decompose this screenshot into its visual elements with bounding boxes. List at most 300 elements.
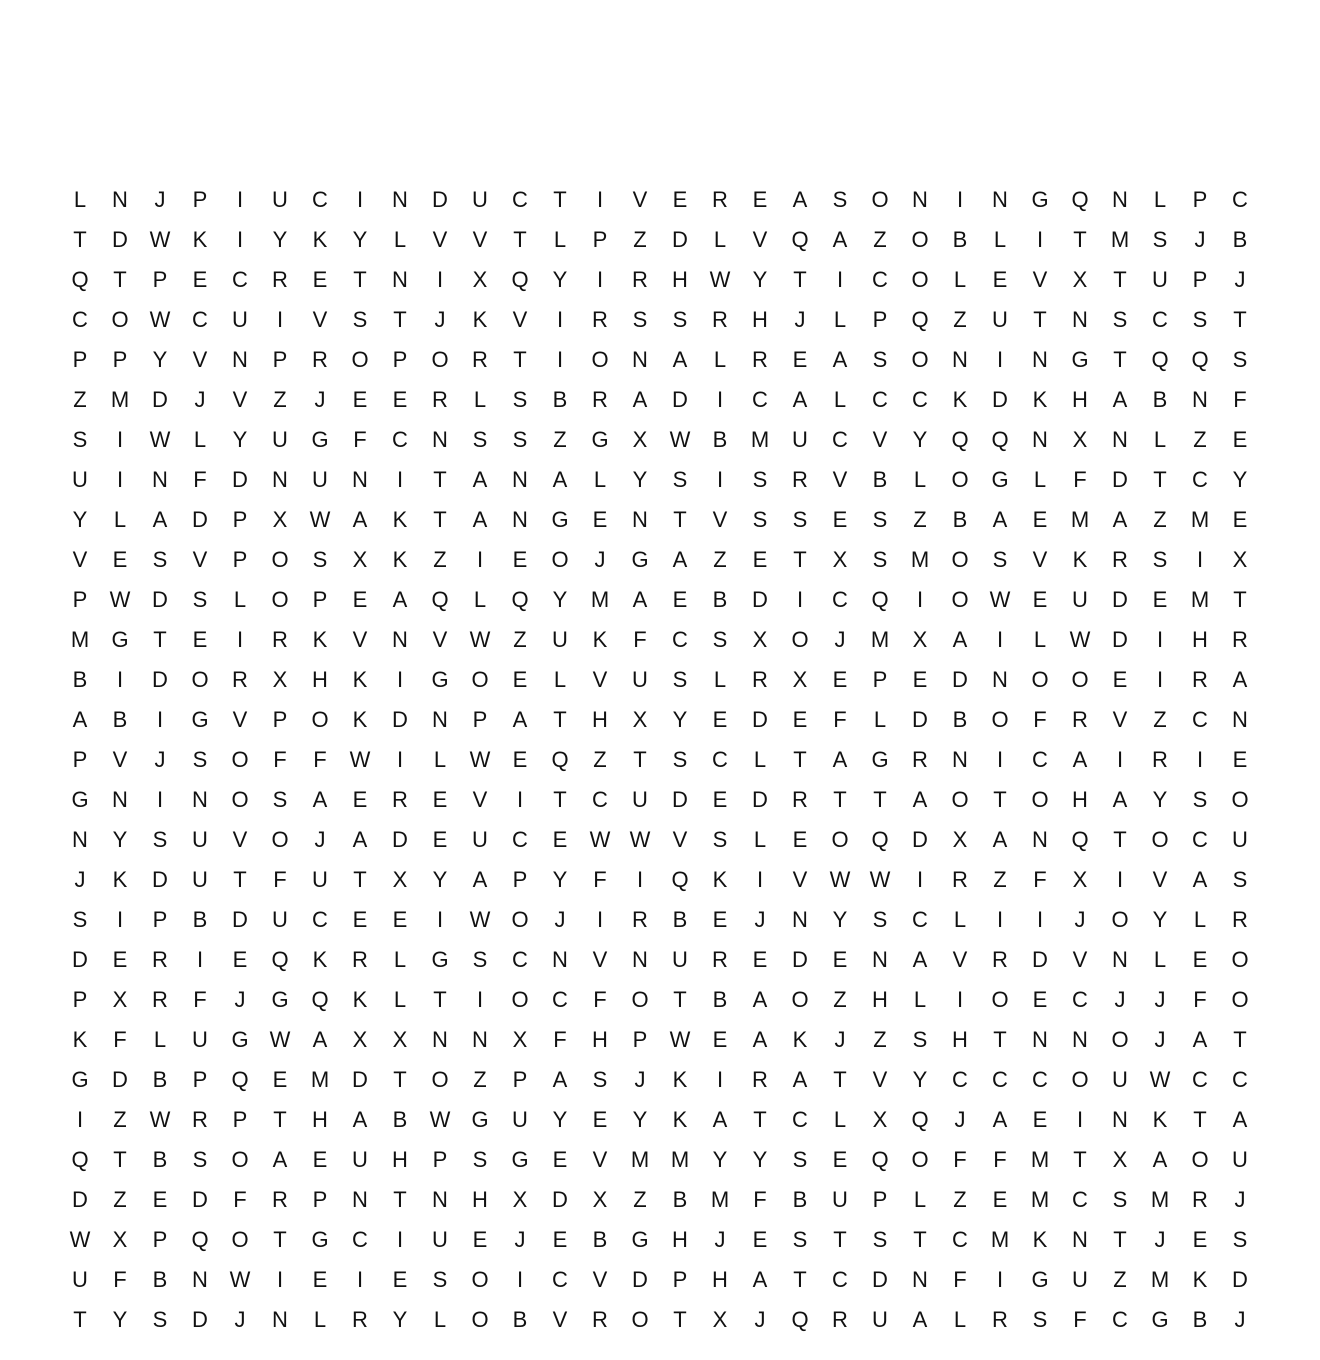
letter-cell: S <box>752 467 768 492</box>
letter-cell: P <box>112 347 128 372</box>
letter-cell: G <box>1031 187 1049 212</box>
grid-row <box>60 620 1260 660</box>
letter-cell: T <box>393 307 407 332</box>
letter-cell: A <box>672 547 688 572</box>
letter-cell: A <box>792 387 808 412</box>
letter-cell: U <box>672 947 688 972</box>
letter-cell: L <box>833 307 847 332</box>
letter-cell: V <box>592 947 608 972</box>
letter-cell: A <box>312 787 328 812</box>
grid-row <box>60 460 1260 500</box>
letter-cell: P <box>232 1107 248 1132</box>
letter-cell: I <box>516 787 524 812</box>
letter-cell: T <box>393 1067 407 1092</box>
letter-cell: S <box>512 387 528 412</box>
letter-cell: V <box>792 867 808 892</box>
letter-cell: V <box>232 387 248 412</box>
letter-cell: D <box>912 827 928 852</box>
letter-cell: L <box>393 987 407 1012</box>
letter-cell: E <box>352 907 368 932</box>
letter-cell: Q <box>71 267 89 292</box>
letter-cell: W <box>629 827 651 852</box>
letter-cell: U <box>312 467 328 492</box>
letter-cell: L <box>153 1027 167 1052</box>
letter-cell: L <box>433 747 447 772</box>
letter-cell: D <box>1232 1267 1248 1292</box>
letter-cell: O <box>471 667 489 692</box>
letter-cell: O <box>951 547 969 572</box>
letter-cell: H <box>1192 627 1208 652</box>
letter-cell: F <box>953 1147 967 1172</box>
letter-cell: J <box>234 1307 246 1332</box>
letter-cell: Y <box>552 267 568 292</box>
letter-cell: T <box>1233 587 1247 612</box>
grid-row <box>60 260 1260 300</box>
letter-cell: O <box>911 1147 929 1172</box>
letter-cell: R <box>1152 747 1168 772</box>
grid-row <box>60 1260 1260 1300</box>
letter-cell: P <box>72 987 88 1012</box>
letter-cell: W <box>429 1107 451 1132</box>
letter-cell: E <box>352 387 368 412</box>
letter-cell: S <box>592 1067 608 1092</box>
letter-cell: Y <box>632 467 648 492</box>
letter-cell: N <box>432 427 448 452</box>
letter-cell: L <box>913 467 927 492</box>
letter-cell: L <box>833 1107 847 1132</box>
letter-cell: X <box>1112 1147 1128 1172</box>
letter-cell: T <box>1113 347 1127 372</box>
letter-cell: G <box>511 1147 529 1172</box>
letter-cell: C <box>712 747 728 772</box>
letter-cell: C <box>1232 187 1248 212</box>
letter-cell: K <box>792 1027 808 1052</box>
letter-cell: P <box>272 707 288 732</box>
letter-cell: E <box>832 667 848 692</box>
letter-cell: N <box>632 347 648 372</box>
letter-cell: E <box>312 1267 328 1292</box>
letter-cell: C <box>72 307 88 332</box>
letter-cell: F <box>1193 987 1207 1012</box>
letter-cell: F <box>753 1187 767 1212</box>
letter-cell: Y <box>752 267 768 292</box>
letter-cell: Q <box>511 587 529 612</box>
letter-cell: I <box>796 587 804 612</box>
letter-cell: I <box>116 667 124 692</box>
letter-cell: G <box>431 667 449 692</box>
letter-cell: Z <box>1193 427 1207 452</box>
letter-cell: O <box>471 1307 489 1332</box>
letter-cell: N <box>192 787 208 812</box>
letter-cell: D <box>672 387 688 412</box>
letter-cell: F <box>313 747 327 772</box>
letter-cell: F <box>593 987 607 1012</box>
letter-cell: W <box>829 867 851 892</box>
letter-cell: N <box>1112 427 1128 452</box>
letter-cell: E <box>392 907 408 932</box>
letter-cell: C <box>672 627 688 652</box>
letter-cell: D <box>192 507 208 532</box>
letter-cell: P <box>312 1187 328 1212</box>
letter-cell: K <box>352 667 368 692</box>
letter-cell: Y <box>432 867 448 892</box>
grid-row <box>60 340 1260 380</box>
letter-cell: E <box>992 267 1008 292</box>
letter-cell: S <box>672 307 688 332</box>
letter-cell: I <box>596 267 604 292</box>
letter-cell: C <box>952 1067 968 1092</box>
letter-cell: A <box>832 227 848 252</box>
letter-cell: E <box>192 627 208 652</box>
letter-cell: A <box>1112 787 1128 812</box>
letter-cell: N <box>472 1027 488 1052</box>
letter-cell: R <box>432 387 448 412</box>
letter-cell: S <box>1032 1307 1048 1332</box>
letter-cell: H <box>312 667 328 692</box>
letter-cell: G <box>991 467 1009 492</box>
letter-cell: I <box>236 227 244 252</box>
grid-row <box>60 300 1260 340</box>
letter-cell: G <box>71 787 89 812</box>
letter-cell: J <box>594 547 606 572</box>
letter-cell: E <box>1032 987 1048 1012</box>
letter-cell: X <box>872 1107 888 1132</box>
letter-cell: D <box>752 787 768 812</box>
letter-cell: P <box>192 1067 208 1092</box>
letter-cell: C <box>1192 467 1208 492</box>
letter-cell: Z <box>73 387 87 412</box>
letter-cell: Z <box>553 427 567 452</box>
letter-cell: F <box>193 987 207 1012</box>
letter-cell: E <box>192 267 208 292</box>
letter-cell: C <box>1072 1187 1088 1212</box>
letter-cell: O <box>631 987 649 1012</box>
letter-cell: B <box>952 227 968 252</box>
letter-cell: O <box>231 747 249 772</box>
letter-cell: Q <box>911 1107 929 1132</box>
letter-cell: O <box>1031 787 1049 812</box>
letter-cell: F <box>553 1027 567 1052</box>
letter-cell: E <box>1232 747 1248 772</box>
letter-cell: I <box>1196 547 1204 572</box>
letter-cell: I <box>1116 747 1124 772</box>
letter-cell: U <box>552 627 568 652</box>
letter-cell: X <box>832 547 848 572</box>
letter-cell: X <box>912 627 928 652</box>
letter-cell: L <box>473 587 487 612</box>
letter-cell: J <box>154 187 166 212</box>
letter-cell: O <box>871 187 889 212</box>
letter-cell: O <box>191 667 209 692</box>
letter-cell: K <box>712 867 728 892</box>
letter-cell: K <box>72 1027 88 1052</box>
letter-cell: Q <box>1071 827 1089 852</box>
letter-cell: Z <box>433 547 447 572</box>
letter-cell: L <box>433 1307 447 1332</box>
letter-cell: K <box>312 227 328 252</box>
letter-cell: E <box>552 1227 568 1252</box>
letter-cell: B <box>152 1147 168 1172</box>
letter-cell: R <box>392 787 408 812</box>
letter-cell: E <box>672 187 688 212</box>
letter-cell: U <box>192 827 208 852</box>
letter-cell: I <box>276 1267 284 1292</box>
letter-cell: B <box>192 907 208 932</box>
letter-cell: K <box>1032 1227 1048 1252</box>
letter-cell: B <box>872 467 888 492</box>
letter-cell: O <box>951 467 969 492</box>
letter-cell: U <box>72 467 88 492</box>
letter-cell: X <box>112 987 128 1012</box>
letter-cell: E <box>1032 1107 1048 1132</box>
letter-cell: J <box>234 987 246 1012</box>
letter-cell: S <box>272 787 288 812</box>
letter-cell: G <box>311 427 329 452</box>
letter-cell: V <box>832 467 848 492</box>
letter-cell: X <box>272 507 288 532</box>
letter-cell: Y <box>112 827 128 852</box>
letter-cell: C <box>952 1227 968 1252</box>
letter-cell: M <box>630 1147 650 1172</box>
letter-cell: I <box>516 1267 524 1292</box>
letter-cell: O <box>1151 827 1169 852</box>
letter-cell: T <box>433 467 447 492</box>
letter-cell: W <box>669 1027 691 1052</box>
letter-cell: A <box>312 1027 328 1052</box>
letter-cell: R <box>632 267 648 292</box>
letter-cell: R <box>1232 907 1248 932</box>
letter-cell: U <box>272 427 288 452</box>
letter-cell: P <box>232 547 248 572</box>
letter-cell: A <box>792 187 808 212</box>
letter-cell: W <box>469 907 491 932</box>
letter-cell: E <box>752 547 768 572</box>
letter-cell: R <box>912 747 928 772</box>
letter-cell: X <box>752 627 768 652</box>
letter-cell: E <box>152 1187 168 1212</box>
letter-cell: N <box>1032 827 1048 852</box>
letter-cell: A <box>552 1067 568 1092</box>
letter-cell: V <box>872 1067 888 1092</box>
letter-cell: C <box>1232 1067 1248 1092</box>
letter-cell: R <box>752 667 768 692</box>
letter-cell: O <box>951 587 969 612</box>
letter-cell: E <box>752 1227 768 1252</box>
letter-cell: R <box>752 1067 768 1092</box>
letter-cell: N <box>232 347 248 372</box>
letter-cell: O <box>431 347 449 372</box>
letter-cell: W <box>989 587 1011 612</box>
word-search-grid <box>60 180 1260 1340</box>
letter-cell: M <box>1070 507 1090 532</box>
letter-cell: A <box>712 1107 728 1132</box>
letter-cell: Z <box>873 227 887 252</box>
letter-cell: W <box>709 267 731 292</box>
letter-cell: K <box>672 1067 688 1092</box>
letter-cell: I <box>596 907 604 932</box>
letter-cell: A <box>752 1027 768 1052</box>
letter-cell: V <box>1152 867 1168 892</box>
letter-cell: Z <box>113 1107 127 1132</box>
letter-cell: W <box>469 627 491 652</box>
letter-cell: Z <box>833 987 847 1012</box>
grid-row <box>60 860 1260 900</box>
grid-row <box>60 1220 1260 1260</box>
letter-cell: S <box>1152 547 1168 572</box>
letter-cell: A <box>352 827 368 852</box>
letter-cell: T <box>513 227 527 252</box>
letter-cell: O <box>1071 667 1089 692</box>
letter-cell: T <box>273 1107 287 1132</box>
letter-cell: T <box>833 1067 847 1092</box>
letter-cell: J <box>754 1307 766 1332</box>
letter-cell: Y <box>672 707 688 732</box>
letter-cell: J <box>314 827 326 852</box>
letter-cell: E <box>472 1227 488 1252</box>
letter-cell: F <box>1073 1307 1087 1332</box>
letter-cell: G <box>631 547 649 572</box>
letter-cell: O <box>551 547 569 572</box>
letter-cell: O <box>1071 1067 1089 1092</box>
letter-cell: F <box>273 867 287 892</box>
letter-cell: Y <box>712 1147 728 1172</box>
letter-cell: C <box>512 827 528 852</box>
letter-cell: S <box>472 1147 488 1172</box>
letter-cell: O <box>831 827 849 852</box>
grid-row <box>60 220 1260 260</box>
letter-cell: S <box>792 1147 808 1172</box>
letter-cell: N <box>952 347 968 372</box>
letter-cell: S <box>992 547 1008 572</box>
letter-cell: D <box>152 667 168 692</box>
letter-cell: M <box>1030 1147 1050 1172</box>
letter-cell: E <box>712 707 728 732</box>
letter-cell: N <box>1072 1027 1088 1052</box>
letter-cell: P <box>672 1267 688 1292</box>
letter-cell: L <box>233 587 247 612</box>
letter-cell: C <box>1032 1067 1048 1092</box>
letter-cell: A <box>832 347 848 372</box>
letter-cell: E <box>832 507 848 532</box>
letter-cell: H <box>672 1227 688 1252</box>
grid-row <box>60 700 1260 740</box>
letter-cell: R <box>152 947 168 972</box>
letter-cell: M <box>1150 1187 1170 1212</box>
letter-cell: V <box>592 1267 608 1292</box>
letter-cell: R <box>472 347 488 372</box>
letter-cell: O <box>1031 667 1049 692</box>
letter-cell: Q <box>871 1147 889 1172</box>
letter-cell: E <box>1232 507 1248 532</box>
letter-cell: Q <box>951 427 969 452</box>
letter-cell: K <box>392 547 408 572</box>
letter-cell: P <box>392 347 408 372</box>
letter-cell: F <box>113 1027 127 1052</box>
letter-cell: D <box>392 827 408 852</box>
letter-cell: P <box>192 187 208 212</box>
letter-cell: I <box>156 787 164 812</box>
letter-cell: I <box>996 1267 1004 1292</box>
letter-cell: T <box>1113 1227 1127 1252</box>
letter-cell: K <box>392 507 408 532</box>
letter-cell: S <box>192 1147 208 1172</box>
letter-cell: R <box>832 1307 848 1332</box>
letter-cell: W <box>69 1227 91 1252</box>
letter-cell: X <box>392 867 408 892</box>
grid-row <box>60 420 1260 460</box>
letter-cell: G <box>631 1227 649 1252</box>
grid-row <box>60 1180 1260 1220</box>
letter-cell: H <box>712 1267 728 1292</box>
letter-cell: N <box>152 467 168 492</box>
letter-cell: G <box>271 987 289 1012</box>
letter-cell: S <box>872 547 888 572</box>
letter-cell: D <box>1032 947 1048 972</box>
letter-cell: U <box>272 187 288 212</box>
letter-cell: L <box>73 187 87 212</box>
letter-cell: I <box>196 947 204 972</box>
letter-cell: V <box>312 307 328 332</box>
letter-cell: L <box>593 467 607 492</box>
letter-cell: T <box>513 347 527 372</box>
letter-cell: T <box>913 1227 927 1252</box>
letter-cell: A <box>1152 1147 1168 1172</box>
letter-cell: V <box>1112 707 1128 732</box>
letter-cell: R <box>352 947 368 972</box>
letter-cell: V <box>592 667 608 692</box>
letter-cell: E <box>1192 947 1208 972</box>
letter-cell: B <box>672 907 688 932</box>
letter-cell: F <box>1033 707 1047 732</box>
letter-cell: E <box>1232 427 1248 452</box>
letter-cell: Y <box>272 227 288 252</box>
grid-row <box>60 980 1260 1020</box>
letter-cell: J <box>714 1227 726 1252</box>
letter-cell: V <box>472 787 488 812</box>
letter-cell: S <box>1152 227 1168 252</box>
letter-cell: K <box>312 947 328 972</box>
letter-cell: G <box>1071 347 1089 372</box>
letter-cell: C <box>352 1227 368 1252</box>
letter-cell: D <box>232 467 248 492</box>
grid-row <box>60 660 1260 700</box>
letter-cell: F <box>1073 467 1087 492</box>
letter-cell: C <box>872 387 888 412</box>
letter-cell: E <box>312 267 328 292</box>
letter-cell: V <box>552 1307 568 1332</box>
letter-cell: T <box>553 707 567 732</box>
letter-cell: A <box>472 507 488 532</box>
letter-cell: C <box>512 947 528 972</box>
letter-cell: Q <box>231 1067 249 1092</box>
letter-cell: I <box>396 667 404 692</box>
letter-cell: J <box>834 1027 846 1052</box>
grid-row <box>60 1020 1260 1060</box>
letter-cell: M <box>1190 507 1210 532</box>
letter-cell: E <box>432 827 448 852</box>
letter-cell: X <box>472 267 488 292</box>
letter-cell: Y <box>1152 907 1168 932</box>
letter-cell: D <box>992 387 1008 412</box>
letter-cell: E <box>1112 667 1128 692</box>
letter-cell: W <box>149 1107 171 1132</box>
letter-cell: U <box>472 827 488 852</box>
letter-cell: N <box>192 1267 208 1292</box>
letter-cell: R <box>792 787 808 812</box>
letter-cell: R <box>592 1307 608 1332</box>
letter-cell: F <box>993 1147 1007 1172</box>
letter-cell: D <box>152 387 168 412</box>
